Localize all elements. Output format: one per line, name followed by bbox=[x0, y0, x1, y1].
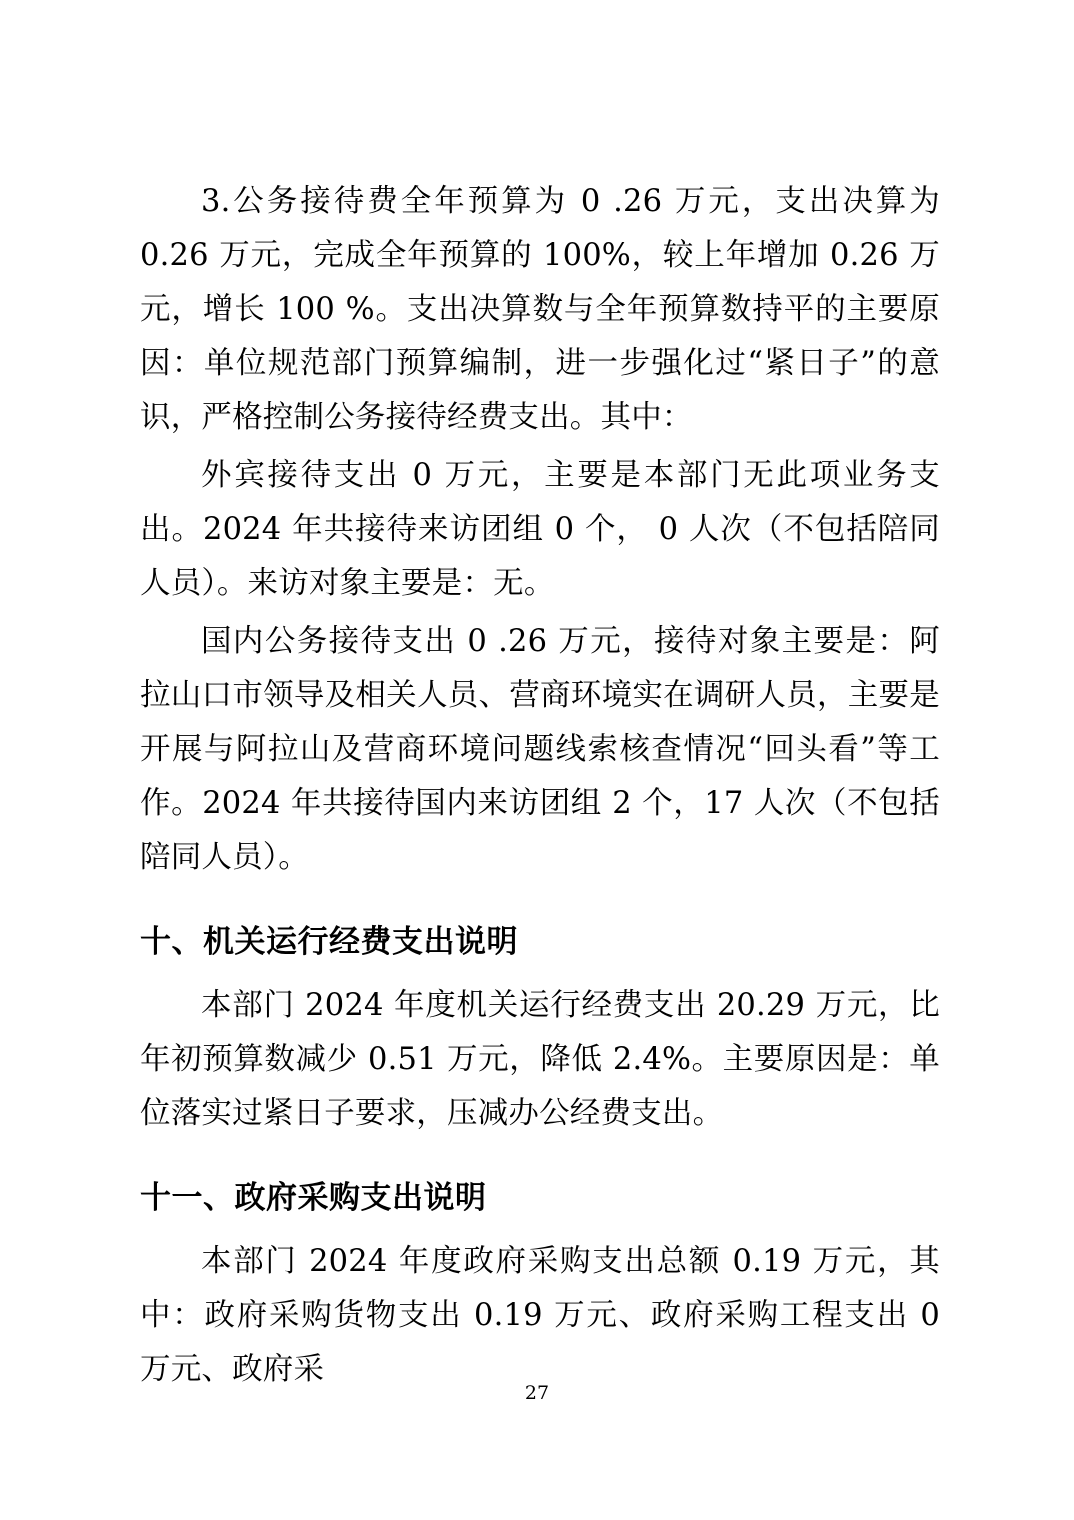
paragraph-government-procurement: 本部门 2024 年度政府采购支出总额 0.19 万元，其中：政府采购货物支出 0.19 万元、政府采购工程支出 0 万元、政府采 bbox=[140, 1244, 940, 1387]
heading-agency-operating-expenses: 十、机关运行经费支出说明 bbox=[140, 924, 518, 960]
paragraph-domestic-reception: 国内公务接待支出 0 .26 万元，接待对象主要是：阿拉山口市领导及相关人员、营商环境实在调研人员，主要是开展与阿拉山及营商环境问题线索核查情况“回头看”等工作。2024 年共接待国内来访团组 2 个，17 人次（不包括陪同人员）。 bbox=[140, 624, 940, 875]
heading-government-procurement: 十一、政府采购支出说明 bbox=[140, 1180, 487, 1216]
paragraph-foreign-guest-reception: 外宾接待支出 0 万元，主要是本部门无此项业务支出。2024 年共接待来访团组 0 个， 0 人次（不包括陪同人员）。来访对象主要是：无。 bbox=[140, 458, 940, 601]
page-number: 27 bbox=[524, 1382, 550, 1404]
document-body bbox=[140, 175, 940, 1401]
paragraph-hospitality-budget: 3.公务接待费全年预算为 0 .26 万元，支出决算为 0.26 万元，完成全年预算的 100%，较上年增加 0.26 万元，增长 100 %。支出决算数与全年预算数持平的主要原因：单位规范部门预算编制，进一步强化过“紧日子”的意识，严格控制公务接待经费支出。其中： bbox=[140, 184, 940, 435]
paragraph-agency-operating-expenses: 本部门 2024 年度机关运行经费支出 20.29 万元，比年初预算数减少 0.51 万元，降低 2.4%。主要原因是：单位落实过紧日子要求，压减办公经费支出。 bbox=[140, 988, 940, 1131]
